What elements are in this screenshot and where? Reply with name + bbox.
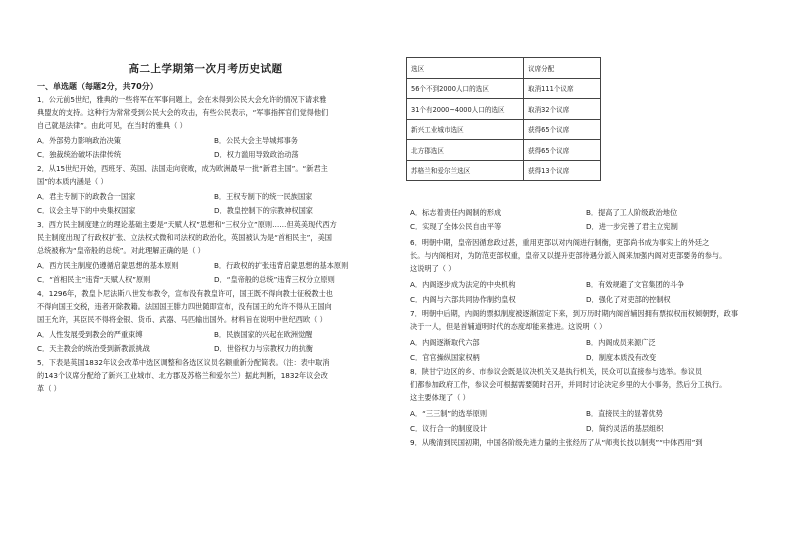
table-cell: 获得13个议席 (524, 160, 601, 181)
q5-option-b[interactable]: B．提高了工人阶级政治地位 (586, 208, 678, 217)
q3-option-c[interactable]: C．“首相民主”违背“天赋人权”原则 (37, 275, 151, 284)
q5-line-2: 的143个议席分配给了新兴工业城市、北方郡及苏格兰和爱尔兰）据此判断，1832年议会改 (37, 371, 328, 380)
table-row (407, 78, 601, 99)
table-header-row (407, 58, 601, 79)
q3-option-a[interactable]: A．西方民主制度仍遵循启蒙思想的基本原则 (37, 261, 179, 270)
q7-option-b[interactable]: B．内阁成员来源广泛 (586, 338, 656, 347)
q2-option-c[interactable]: C．议会主导下的中央集权国家 (37, 206, 136, 215)
table-header-cell: 议席分配 (524, 58, 601, 79)
table-cell: 苏格兰和爱尔兰选区 (407, 160, 524, 181)
q1-line-3: 自己就是法律”。由此可见，在当时的雅典（ ） (37, 121, 187, 130)
seat-allocation-table (406, 57, 601, 181)
q9-line-1: 9．从晚清到民国初期，中国各阶级先进力量的主张经历了从“师夷长技以制夷”“中体西用”到 (410, 438, 703, 447)
q8-option-b[interactable]: B．直接民主的显著优势 (586, 409, 663, 418)
q3-option-b[interactable]: B．行政权的扩张违背启蒙思想的基本原则 (214, 261, 349, 270)
q3-option-d[interactable]: D．“皇帝般的总统”违背三权分立原则 (214, 275, 335, 284)
table-cell: 取消111个议席 (524, 78, 601, 99)
table-cell: 获得65个议席 (524, 140, 601, 161)
table-row (407, 119, 601, 140)
q6-option-d[interactable]: D．强化了对吏部的控制权 (586, 295, 671, 304)
q8-line-1: 8．陕甘宁边区的乡、市参议会既是议决机关又是执行机关，民众可以直接参与选举。参议员 (410, 367, 703, 376)
q5-option-a[interactable]: A．标志着责任内阁制的形成 (410, 208, 502, 217)
q6-line-3: 这说明了（ ） (410, 264, 456, 273)
q2-option-d[interactable]: D．教皇控制下的宗教神权国家 (214, 206, 313, 215)
q4-option-b[interactable]: B．民族国家的兴起在欧洲觉醒 (214, 330, 313, 339)
q5-option-c[interactable]: C．实现了全体公民自由平等 (410, 222, 502, 231)
q3-line-2: 民主制度出现了行政权扩张、立法权式微和司法权的政治化，英国被认为是“首相民主”，美国 (37, 233, 332, 242)
q6-line-1: 6．明朝中期，皇帝因循怠政过甚，重用吏部以对内阁进行制衡，吏部尚书成为事实上的外廷之 (410, 238, 710, 247)
table-row (407, 160, 601, 181)
q2-line-1: 2．从15世纪开始，西班牙、英国、法国走向衰败，成为欧洲最早一批“新君主国”。“新君主 (37, 164, 328, 173)
q7-option-d[interactable]: D．制度本质没有改变 (586, 353, 657, 362)
q6-line-2: 长。与内阁相对，为防范吏部权重，皇帝又以提升吏部待遇分派入阁来加强内阁对吏部要务的参与。 (410, 251, 727, 260)
table-cell: 北方郡选区 (407, 140, 524, 161)
q8-option-d[interactable]: D．简约灵活的基层组织 (586, 424, 664, 433)
q2-option-b[interactable]: B．王权专制下的统一民族国家 (214, 192, 313, 201)
q4-line-2: 不得向国王交税，违者开除教籍。法国国王腓力四世随即宣布，没有国王的允许不得从王国向 (37, 302, 332, 311)
q7-line-1: 7．明朝中后期，内阁的票拟制度被逐渐固定下来，到万历时期内阁首辅因拥有票拟权而权倾朝野，政事 (410, 309, 739, 318)
q7-line-2: 决于一人，但是首辅道明时代的态度却能来推进。这说明（ ） (410, 322, 607, 331)
q1-line-1: 1．公元前5世纪，雅典的一些将军在军事问题上，会在未得到公民大会允许的情况下请求雅 (37, 95, 327, 104)
table-cell: 获得65个议席 (524, 119, 601, 140)
q8-option-a[interactable]: A．“三三制”的选举原则 (410, 409, 488, 418)
q1-option-d[interactable]: D．权力滥用导致政治动荡 (214, 150, 299, 159)
q8-line-2: 们都参加政府工作，参议会可根据需要随时召开，并同时讨论决定乡里的大小事务，然后分工执行。 (410, 380, 727, 389)
q4-option-c[interactable]: C．天主教会的统治受到新教派挑战 (37, 344, 150, 353)
q3-line-3: 总统被称为“皇帝般的总统”。对此理解正确的是（ ） (37, 246, 205, 255)
q6-option-c[interactable]: C．内阁与六部共同协作制约皇权 (410, 295, 516, 304)
q3-line-1: 3．西方民主制度建立的理论基础主要是“天赋人权”思想和“三权分立”原则……但英美现代西方 (37, 220, 337, 229)
q4-option-a[interactable]: A．人性发展受到教会的严重束缚 (37, 330, 143, 339)
q6-option-b[interactable]: B．有效规避了文官集团的斗争 (586, 280, 685, 289)
q4-line-1: 4．1296年，教皇卜尼法斯八世发布教令，宣布没有教皇许可，国王既不得向教士征税教士也 (37, 289, 333, 298)
q5-line-3: 革（ ） (37, 384, 61, 393)
page-title: 高二上学期第一次月考历史试题 (128, 63, 283, 75)
q7-option-a[interactable]: A．内阁逐渐取代六部 (410, 338, 480, 347)
q1-option-c[interactable]: C．独裁统治破坏法律传统 (37, 150, 122, 159)
q7-option-c[interactable]: C．官官操纵国家权柄 (410, 353, 480, 362)
table-cell: 取消32个议席 (524, 99, 601, 120)
table-header-cell: 选区 (407, 58, 524, 79)
section-heading: 一、单选题（每题2分，共70分） (37, 82, 158, 91)
table-cell: 31个有2000~4000人口的选区 (407, 99, 524, 120)
q1-option-a[interactable]: A．外部势力影响政治决策 (37, 136, 121, 145)
q5-line-1: 5．下表是英国1832年议会改革中选区调整和各选区议员名额重新分配简表。（注：表中取消 (37, 358, 330, 367)
table-row (407, 99, 601, 120)
table-row (407, 140, 601, 161)
q6-option-a[interactable]: A．内阁逐步成为法定的中央机构 (410, 280, 516, 289)
q5-option-d[interactable]: D．进一步完善了君主立宪制 (586, 222, 678, 231)
table-cell: 56个不到2000人口的选区 (407, 78, 524, 99)
q8-line-3: 这主要体现了（ ） (410, 393, 470, 402)
q2-line-2: 国”的本质内涵是（ ） (37, 177, 108, 186)
table-cell: 新兴工业城市选区 (407, 119, 524, 140)
q1-option-b[interactable]: B．公民大会主导城邦事务 (214, 136, 298, 145)
q4-line-3: 国王允许，其臣民不得将金银、货币、武器、马匹输出国外。材料旨在说明中世纪西欧（ ） (37, 315, 327, 324)
q8-option-c[interactable]: C．议行合一的制度设计 (410, 424, 487, 433)
q2-option-a[interactable]: A．君主专制下的政教合一国家 (37, 192, 136, 201)
q1-line-2: 典盟友的支持。这种行为常常受到公民大会的攻击，有些公民表示，“军事指挥官们觉得他们 (37, 108, 329, 117)
q4-option-d[interactable]: D．世俗权力与宗教权力的抗衡 (214, 344, 313, 353)
